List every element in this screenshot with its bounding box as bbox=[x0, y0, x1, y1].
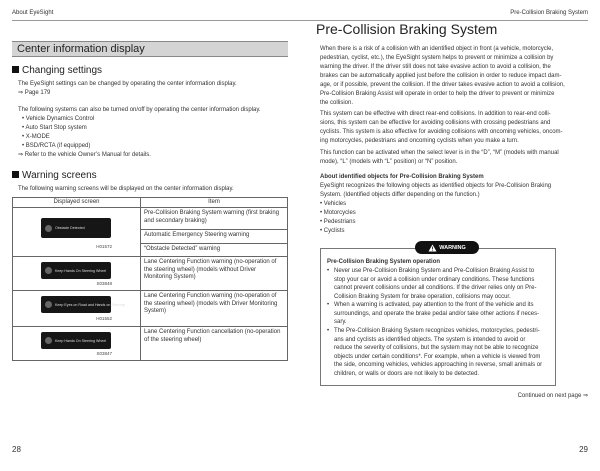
table-row bbox=[13, 257, 288, 291]
screen-cell bbox=[13, 257, 141, 291]
changing-settings-heading: Changing settings bbox=[12, 65, 102, 77]
steering-wheel-icon bbox=[45, 337, 52, 344]
screen-cell bbox=[13, 327, 141, 361]
square-bullet-icon bbox=[12, 171, 19, 178]
list-item: • Pedestrians bbox=[320, 219, 356, 225]
display-screenshot: Obstacle Detected bbox=[41, 218, 111, 238]
list-item: • X-MODE bbox=[22, 134, 50, 140]
running-header: About EyeSight bbox=[12, 10, 54, 16]
running-header: Pre-Collision Braking System bbox=[510, 10, 588, 16]
warning-screens-intro: The following warning screens will be displayed on the center information display. bbox=[18, 186, 234, 192]
page-number: 29 bbox=[579, 445, 588, 454]
page-title: Pre-Collision Braking System bbox=[316, 21, 498, 37]
warning-box: WARNING Pre-Collision Braking System operation • Never use Pre-Collision Braking System and Pre-Collision Braking Assist to stop your car or avoid a collision under ordinary conditions. These functions cannot prevent collisions under all conditions. If the driver relies only on Pre- Collision Braking System for brake operation, collisions may occur. • When a warning is activated, pay attention to the front of the vehicle and its surroundings, and operate the brake pedal and/or take other actions if neces- sary. • The Pre-Collision Braking System recognizes vehicles, motorcycles, pedestri- ans and cyclists as identified objects. The system is intended to avoid or reduce the severity of collisions, but the system may not be able to recognize objects under certain conditions*. For example, when a vehicle is viewed from the side, oncoming vehicles, vehicles approaching in reverse, small animals or children, or walls or doors are not likely to be detected. bbox=[320, 248, 556, 386]
warning-triangle-icon bbox=[428, 244, 437, 252]
display-screenshot: Keep Eyes on Road and Hands on Steering bbox=[41, 296, 111, 313]
table-header-row bbox=[13, 198, 288, 208]
item-cell: Automatic Emergency Steering warning bbox=[141, 230, 288, 244]
page-number: 28 bbox=[12, 445, 21, 454]
list-item: • Vehicles bbox=[320, 201, 347, 207]
item-cell: Lane Centering Function cancellation (no-operation of the steering wheel) bbox=[141, 327, 288, 361]
image-code: S03847 bbox=[96, 351, 112, 356]
table-row bbox=[13, 208, 288, 230]
image-code: H01572 bbox=[96, 244, 112, 249]
item-cell: “Obstacle Detected” warning bbox=[141, 243, 288, 257]
steering-wheel-icon bbox=[45, 301, 52, 308]
column-header-screen: Displayed screen bbox=[13, 198, 141, 208]
image-code: H01552 bbox=[96, 316, 112, 321]
list-item: • Motorcycles bbox=[320, 210, 356, 216]
table-row bbox=[13, 291, 288, 327]
systems-text: The following systems can also be turned on/off by operating the center information display. bbox=[18, 107, 261, 113]
warning-label: WARNING bbox=[415, 241, 479, 254]
screen-cell bbox=[13, 208, 141, 257]
list-item: • Vehicle Dynamics Control bbox=[22, 116, 95, 122]
image-code: S03848 bbox=[96, 281, 112, 286]
column-header-item: Item bbox=[141, 198, 288, 208]
warning-icon bbox=[45, 225, 52, 232]
list-item: • Auto Start Stop system bbox=[22, 125, 87, 131]
right-page: Pre-Collision Braking System Pre-Collision Braking System When there is a risk of a collision with an identified object in front (a vehicle, motorcycle, pedestrian, cyclist, etc.), the EyeSight system helps to prevent or minimize a collision by warning the driver. If the driver still does not take evasive action to avoid a collision, the brakes can be automatically applied just before the collision in order to reduce impact dam- age, or if possible, prevent the collision. If the driver takes evasive action to avoid a collision, Pre-Collision Braking Assist will operate in order to help the driver to prevent or minimize the collision. This system can be effective with direct rear-end collisions. In addition to rear-end colli- sions, this system can be effective for avoiding collisions with crossing pedestrians and cyclists. This system is also effective for avoiding collisions with oncoming vehicles, oncom- ing motorcycles, pedestrians and oncoming cyclists when you make a turn. This function can be activated when the select lever is in the “D”, “M” (models with manual mode), “L” (models with “L” position) or “N” position. About identified objects for Pre-Collision Braking System EyeSight recognizes the following objects as identified objects for Pre-Collision Braking System. (Identified objects differ depending on the function.) • Vehicles • Motorcycles • Pedestrians • Cyclists WARNING Pre-Collision Braking System operation • Never use Pre-Collision Braking System and Pre-Collision Braking Assist to stop your car or avoid a collision under ordinary conditions. These functions cannot prevent collisions under all conditions. If the driver relies only on Pre- Collision Braking System for brake operation, collisions may occur. • When a warning is activated, pay attention to the front of the vehicle and its surroundings, and operate the brake pedal and/or take other actions if neces- sary. • The Pre-Collision Braking System recognizes vehicles, motorcycles, pedestri- ans and cyclists as identified objects. The system is intended to avoid or reduce the severity of collisions, but the system may not be able to recognize objects under certain conditions*. For example, when a vehicle is viewed from the side, oncoming vehicles, vehicles approaching in reverse, small animals or children, or walls or doors are not likely to be detected. Continued on next page ⇒ 29 bbox=[300, 0, 600, 471]
about-text-line: EyeSight recognizes the following objects as identified objects for Pre-Collision Braking bbox=[320, 183, 552, 189]
display-screenshot: Keep Hands On Steering Wheel bbox=[41, 332, 111, 349]
item-cell: Lane Centering Function warning (no-operation of the steering wheel) (models without Driver Monitoring System) bbox=[141, 257, 288, 291]
steering-wheel-icon bbox=[45, 267, 52, 274]
about-heading: About identified objects for Pre-Collision Braking System bbox=[320, 174, 484, 180]
item-cell: Pre-Collision Braking System warning (first braking and secondary braking) bbox=[141, 208, 288, 230]
continued-link[interactable]: Continued on next page ⇒ bbox=[517, 393, 588, 399]
table-row bbox=[13, 327, 288, 361]
item-cell: Lane Centering Function warning (no-operation of the steering wheel) (models with Driver Monitoring System) bbox=[141, 291, 288, 327]
display-screenshot: Keep Hands On Steering Wheel bbox=[41, 262, 111, 279]
square-bullet-icon bbox=[12, 66, 19, 73]
about-text-line: System. (Identified objects differ depending on the function.) bbox=[320, 192, 480, 198]
warning-screens-table bbox=[12, 197, 288, 361]
list-item: • Cyclists bbox=[320, 228, 345, 234]
list-item: • BSD/RCTA (if equipped) bbox=[22, 143, 91, 149]
page-reference-link[interactable]: ⇒ Page 179 bbox=[18, 90, 51, 96]
section-title: Center information display bbox=[12, 41, 288, 57]
header-rule bbox=[12, 20, 300, 21]
owners-manual-reference[interactable]: ⇒ Refer to the vehicle Owner’s Manual for details. bbox=[18, 152, 151, 158]
changing-text: The EyeSight settings can be changed by operating the center information display. bbox=[18, 81, 237, 87]
warning-screens-heading: Warning screens bbox=[12, 170, 97, 182]
warning-heading: Pre-Collision Braking System operation bbox=[327, 259, 441, 265]
screen-cell bbox=[13, 291, 141, 327]
